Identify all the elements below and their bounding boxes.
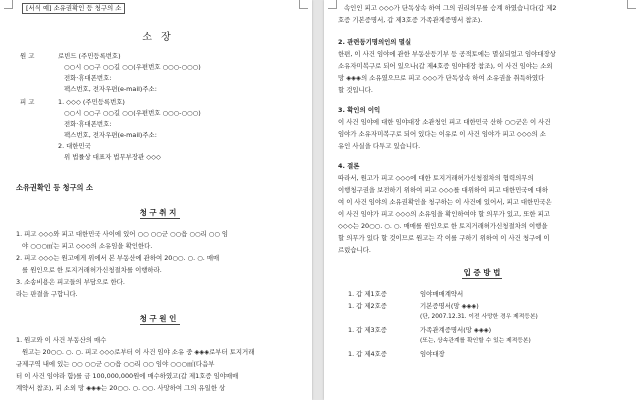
plaintiff-name: 로빈드 (주민등록번호) — [58, 52, 121, 60]
heading-underline — [462, 278, 502, 279]
cause-heading: 청 구 원 인 — [139, 314, 177, 323]
evidence-name: 가족관계증명서(망 ◈◈◈) — [420, 326, 492, 334]
section-line: ◇◇◇는 20○○. ○. ○. 매매를 원인으로 한 토지거래허가신청절차의 이행을 — [338, 222, 548, 230]
cause-line: 터 이 사건 임야라 함)를 금 100,000,000원에 매수하였고(갑 제1호증 임야매매 — [16, 372, 239, 380]
defendant-1: 1. ◇◇◇ (주민등록번호) — [58, 98, 125, 106]
section-line: 유인 사실을 다투고 있습니다. — [338, 142, 421, 150]
section-line: 한편, 이 사건 임야에 관한 부동산등기부 등 공적토에는 멸실되었고 임야대장상 — [338, 50, 556, 58]
defendant-role: 피 고 — [20, 98, 35, 106]
section-line: 이 사건 임야가 피고 ◇◇◇의 소유임을 확인하여야 할 의무가 있고, 또한 피고 — [338, 210, 550, 218]
continued-line: 속인인 피고 ◇◇◇가 단독상속 하여 그의 권리의무를 승계 하였습니다(갑 제2 — [344, 4, 557, 12]
section-line: 여 이 사건 임야의 소유권확인을 청구하는 이 사건에 있어서, 피고 대한민국은 — [338, 198, 552, 206]
claim-heading: 청 구 취 지 — [139, 208, 177, 217]
form-title: [서식 예] 소유권확인 등 청구의 소 — [22, 3, 125, 14]
evidence-number: 1. 갑 제3호증 — [348, 326, 387, 334]
document-title: 소 장 — [142, 32, 174, 43]
heading-underline — [140, 218, 180, 219]
document-page-right — [324, 0, 640, 400]
claim-line: 라는 판결을 구합니다. — [16, 290, 78, 298]
heading-underline — [140, 324, 180, 325]
cause-line: 계약서 참조), 피 소외 망 ◈◈◈는 20○○. ○. ○○. 사망하여 그의 유일한 상 — [16, 384, 226, 392]
page-corner-mark — [627, 0, 636, 9]
cause-line: 원고는 20○○. ○. ○. 피고 ◇◇◇로부터 이 사건 임야 소유 중 ◈◈◈로부터 토지거래 — [22, 348, 255, 356]
defendant-representative: 위 법률상 대표자 법무부장관 ◇◇◇ — [64, 153, 161, 161]
defendant-fax: 팩스번호, 전자우편(e-mail)주소: — [64, 131, 157, 139]
evidence-number: 1. 갑 제4호증 — [348, 350, 387, 358]
section-heading: 3. 확인의 이익 — [338, 106, 381, 114]
plaintiff-address: ○○시 ○○구 ○○길 ○○(우편번호 ○○○-○○○) — [64, 63, 201, 71]
plaintiff-fax: 팩스번호, 전자우편(e-mail)주소: — [64, 85, 157, 93]
section-line: 할 의무가 있다 할 것이므로 원고는 각 이를 구하기 위하여 이 사건 청구에 이 — [338, 234, 550, 242]
evidence-name: 기본증명서(망 ◈◈◈) — [420, 302, 479, 310]
section-line: 이행청구권을 보전하기 위하여 피고 ◇◇◇를 대위하여 피고 대한민국에 대하 — [338, 186, 549, 194]
evidence-number: 1. 갑 제1호증 — [348, 290, 387, 298]
evidence-heading: 입 증 방 법 — [463, 268, 501, 277]
claim-line: 1. 피고 ◇◇◇와 피고 대한민국 사이에 있어 ○○ ○○군 ○○읍 ○○리 ○○ 임 — [16, 230, 229, 238]
claim-line: 2. 피고 ◇◇◇는 원고에게 위에서 본 부동산에 관하여 20○○. ○. ○. 매매 — [16, 254, 220, 262]
claim-line: 3. 소송비용은 피고들의 부담으로 한다. — [16, 278, 125, 286]
page-corner-mark — [328, 0, 337, 9]
cause-line: 규제구역 내에 있는 ○○ ○○군 ○○읍 ○○리 ○○ 임야 ○○○㎡(다음부 — [16, 360, 215, 368]
defendant-2: 2. 대한민국 — [58, 142, 91, 150]
defendant-address: ○○시 ○○구 ○○길 ○○(우편번호 ○○○-○○○) — [64, 109, 201, 117]
section-line: 할 것입니다. — [338, 86, 373, 94]
section-line: 이 사건 임야에 대한 임야대장 소관청인 피고 대한민국 산하 ○○군은 이 사건 — [338, 118, 551, 126]
section-heading: 4. 결론 — [338, 162, 360, 170]
section-line: 르렀습니다. — [338, 246, 371, 254]
evidence-name: 임야매매계약서 — [420, 290, 464, 298]
section-heading: 2. 관련등기명의인의 멸실 — [338, 38, 412, 46]
section-line: 따라서, 원고가 피고 ◇◇◇에 대한 토지거래허가신청절차의 협력의무의 — [338, 174, 534, 182]
claim-line: 를 원인으로 한 토지거래허가신청절차를 이행하라. — [22, 266, 162, 274]
section-line: 임야가 소유자미복구로 되어 있다는 이유로 이 사건 임야가 피고 ◇◇◇의 소 — [338, 130, 546, 138]
evidence-number: 1. 갑 제2호증 — [348, 302, 387, 310]
case-name: 소유권확인 등 청구의 소 — [16, 183, 93, 192]
continued-line: 호증 기본증명서, 갑 제3호증 가족관계증명서 참조). — [338, 16, 483, 24]
cause-subheading: 1. 원고와 이 사건 부동산의 매수 — [16, 336, 107, 344]
evidence-name: 임야대장 — [420, 350, 445, 358]
page-corner-mark — [299, 0, 308, 9]
section-line: 망 ◈◈◈의 소유였으므로 피고 ◇◇◇가 단독상속 하여 소유권을 취득하였다 — [338, 74, 545, 82]
plaintiff-phone: 전화·휴대폰번호: — [64, 74, 112, 82]
claim-line: 야 ○○○㎡는 피고 ◇◇◇의 소유임을 확인한다. — [22, 242, 153, 250]
section-line: 소유자미복구로 되어 있으나(갑 제4호증 임야대장 참조), 이 사건 임야는 소외 — [338, 62, 553, 70]
defendant-phone: 전화·휴대폰번호: — [64, 120, 112, 128]
document-page-left — [0, 0, 312, 400]
evidence-note: (단, 2007.12.31. 이전 사망한 경우 제적등본) — [420, 314, 538, 320]
page-corner-mark — [4, 0, 13, 9]
evidence-note: (또는, 상속관계를 확인할 수 있는 제적등본) — [420, 338, 531, 344]
plaintiff-role: 원 고 — [20, 52, 35, 60]
